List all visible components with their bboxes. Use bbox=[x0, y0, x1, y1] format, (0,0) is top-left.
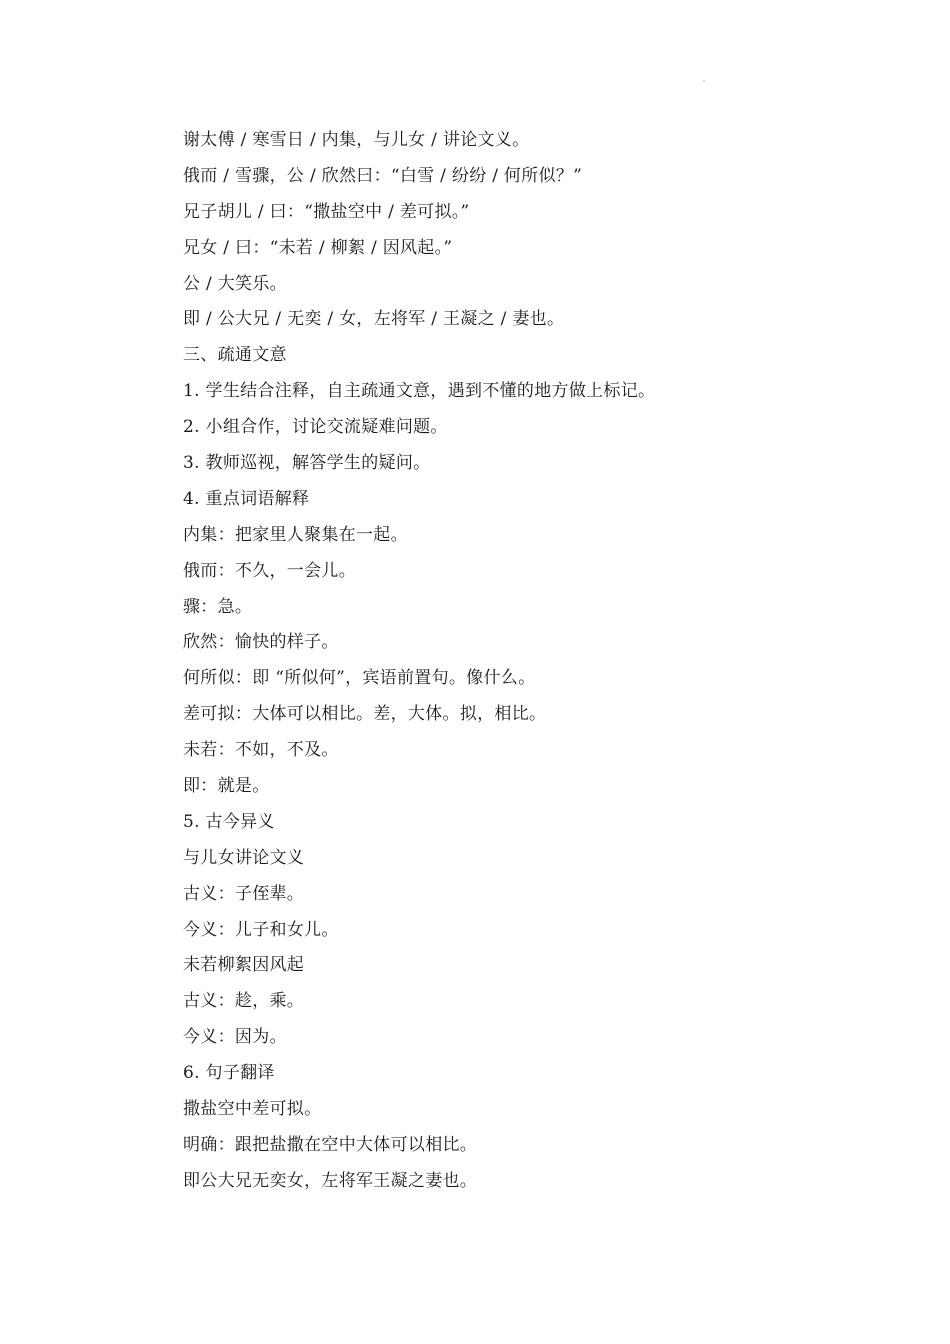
page-mark bbox=[703, 80, 705, 82]
text-line: 4. 重点词语解释 bbox=[183, 488, 310, 509]
document-body bbox=[183, 123, 883, 1200]
text-line: 何所似：即 “所似何”，宾语前置句。像什么。 bbox=[183, 668, 536, 689]
text-line: 内集：把家里人聚集在一起。 bbox=[183, 524, 408, 545]
text-line: 古义：子侄辈。 bbox=[183, 883, 305, 904]
text-line: 兄女 / 曰：“未若 / 柳絮 / 因风起。” bbox=[183, 237, 453, 258]
text-line: 6. 句子翻译 bbox=[183, 1063, 275, 1084]
text-line: 5. 古今异义 bbox=[183, 811, 275, 832]
text-line: 俄而 / 雪骤，公 / 欣然曰：“白雪 / 纷纷 / 何所似？” bbox=[183, 165, 583, 186]
text-line: 三、疏通文意 bbox=[183, 345, 287, 366]
text-line: 骤：急。 bbox=[183, 596, 253, 617]
text-line: 今义：儿子和女儿。 bbox=[183, 919, 339, 940]
text-line: 今义：因为。 bbox=[183, 1027, 287, 1048]
text-line: 撒盐空中差可拟。 bbox=[183, 1099, 322, 1120]
text-line: 即公大兄无奕女，左将军王凝之妻也。 bbox=[183, 1170, 478, 1191]
text-line: 2. 小组合作，讨论交流疑难问题。 bbox=[183, 417, 448, 438]
text-line: 公 / 大笑乐。 bbox=[183, 273, 287, 294]
text-line: 即：就是。 bbox=[183, 776, 270, 797]
text-line: 3. 教师巡视，解答学生的疑问。 bbox=[183, 453, 431, 474]
text-line: 即 / 公大兄 / 无奕 / 女，左将军 / 王凝之 / 妻也。 bbox=[183, 309, 565, 330]
text-line: 与儿女讲论文义 bbox=[183, 847, 305, 868]
text-line: 1. 学生结合注释，自主疏通文意，遇到不懂的地方做上标记。 bbox=[183, 381, 656, 402]
text-line: 未若柳絮因风起 bbox=[183, 955, 305, 976]
text-line: 谢太傅 / 寒雪日 / 内集，与儿女 / 讲论文义。 bbox=[183, 130, 530, 150]
text-line: 兄子胡儿 / 曰：“撒盐空中 / 差可拟。” bbox=[183, 201, 470, 222]
text-line: 明确：跟把盐撒在空中大体可以相比。 bbox=[183, 1134, 478, 1155]
text-line: 欣然：愉快的样子。 bbox=[183, 632, 339, 653]
text-line: 俄而：不久，一会儿。 bbox=[183, 560, 356, 581]
text-line: 古义：趁，乘。 bbox=[183, 991, 305, 1012]
text-line: 未若：不如，不及。 bbox=[183, 740, 339, 761]
text-line: 差可拟：大体可以相比。差，大体。拟，相比。 bbox=[183, 704, 547, 725]
